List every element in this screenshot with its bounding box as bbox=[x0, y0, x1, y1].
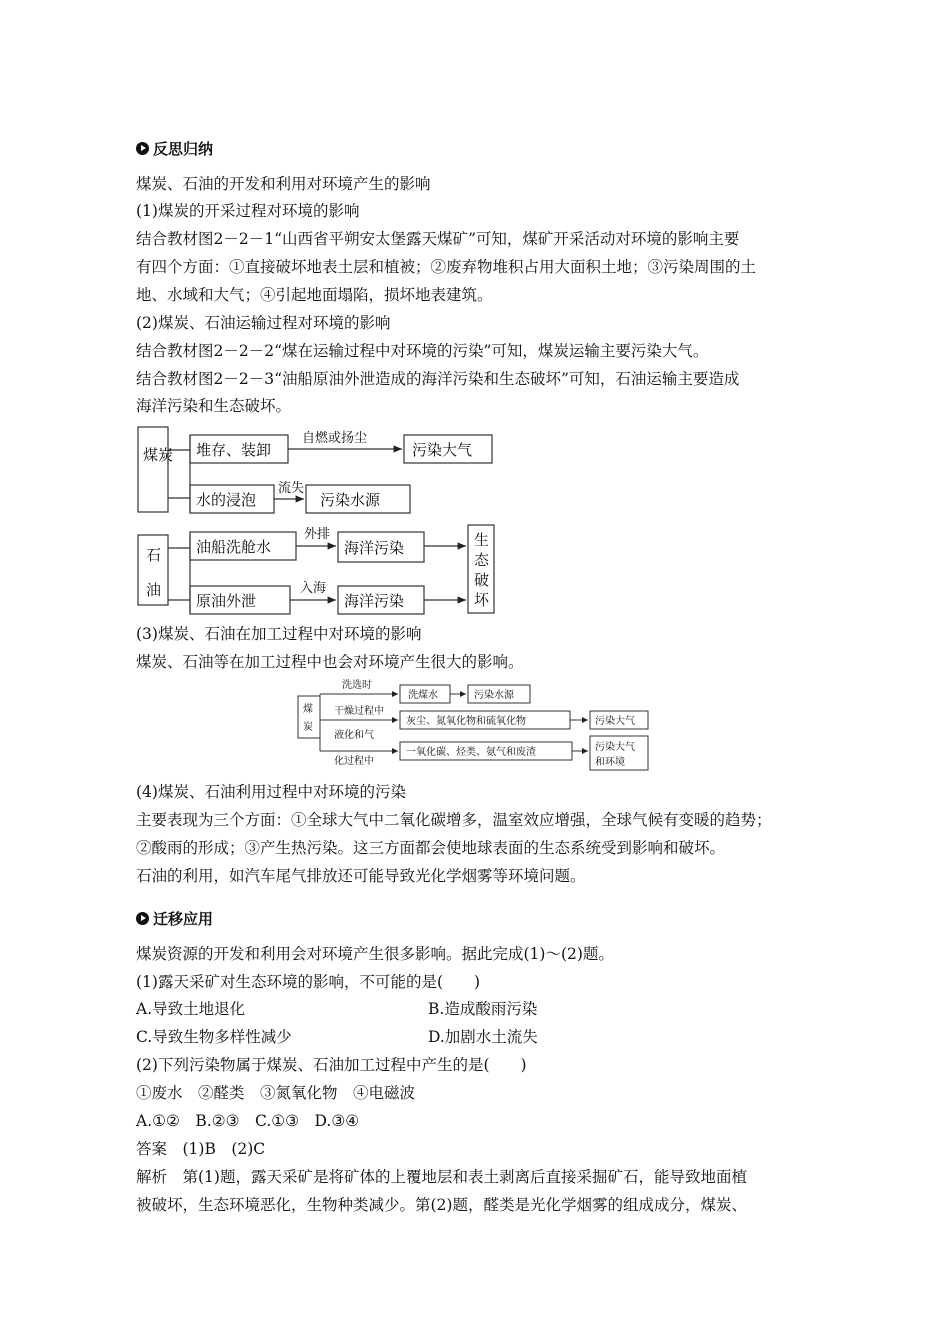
text-line: (2)煤炭、石油运输过程对环境的影响 bbox=[136, 314, 391, 332]
option-b: B.造成酸雨污染 bbox=[428, 1000, 538, 1018]
oil-target-1: 海洋污染 bbox=[344, 539, 405, 557]
text-line: 结合教材图2－2－2“煤在运输过程中对环境的污染”可知，煤炭运输主要污染大气。 bbox=[136, 342, 709, 360]
out-label: 污染大气 bbox=[595, 716, 635, 727]
stage-label: 液化和气 bbox=[334, 730, 374, 741]
option-a: A.导致土地退化 bbox=[136, 1000, 246, 1018]
mid-label: 洗煤水 bbox=[408, 690, 438, 701]
question-intro: 煤炭资源的开发和利用会对环境产生很多影响。据此完成(1)～(2)题。 bbox=[136, 945, 614, 963]
final-label: 坏 bbox=[474, 591, 490, 609]
coal-label: 煤炭 bbox=[143, 446, 174, 464]
text-line: ②酸雨的形成；③产生热污染。这三方面都会使地球表面的生态系统受到影响和破坏。 bbox=[136, 839, 726, 857]
question-stem: (1)露天采矿对生态环境的影响，不可能的是( ) bbox=[136, 973, 481, 991]
text-line: 结合教材图2－2－3“油船原油外泄造成的海洋污染和生态破坏”可知，石油运输主要造成 bbox=[136, 370, 740, 388]
text-line: 煤炭、石油的开发和利用对环境产生的影响 bbox=[136, 175, 431, 193]
stage-label: 化过程中 bbox=[334, 756, 374, 767]
text-line: (1)煤炭的开采过程对环境的影响 bbox=[136, 202, 360, 220]
question-items: ①废水 ②醛类 ③氮氧化物 ④电磁波 bbox=[136, 1084, 416, 1102]
oil-source-1: 油船洗舱水 bbox=[196, 538, 272, 556]
question-choices: A.①② B.②③ C.①③ D.③④ bbox=[136, 1112, 360, 1130]
root-label: 炭 bbox=[303, 722, 313, 733]
text-line: 主要表现为三个方面：①全球大气中二氧化碳增多，温室效应增强，全球气候有变暖的趋势； bbox=[136, 811, 772, 829]
coal-box bbox=[138, 427, 168, 512]
final-label: 破 bbox=[474, 571, 490, 589]
section-title: 迁移应用 bbox=[153, 910, 214, 928]
answer-line: 答案 (1)B (2)C bbox=[136, 1140, 266, 1158]
play-triangle-icon bbox=[136, 912, 149, 925]
transport-pollution-diagram bbox=[130, 420, 510, 616]
stage-label: 洗选时 bbox=[342, 680, 372, 691]
coal-source-2: 水的浸泡 bbox=[196, 491, 257, 509]
text-line: 煤炭、石油等在加工过程中也会对环境产生很大的影响。 bbox=[136, 653, 524, 671]
oil-target-2: 海洋污染 bbox=[344, 592, 405, 610]
oil-label: 油 bbox=[146, 581, 162, 599]
coal-source-1: 堆存、装卸 bbox=[196, 441, 272, 459]
oil-label: 石 bbox=[146, 546, 162, 564]
text-line: 石油的利用，如汽车尾气排放还可能导致光化学烟雾等环境问题。 bbox=[136, 867, 586, 885]
section-heading-reflection bbox=[136, 138, 213, 159]
text-line: 有四个方面：①直接破坏地表土层和植被；②废弃物堆积占用大面积土地；③污染周围的土 bbox=[136, 258, 757, 276]
mid-label: 一氧化碳、烃类、氨气和废渣 bbox=[406, 747, 536, 758]
text-line: 海洋污染和生态破坏。 bbox=[136, 397, 292, 415]
out-label: 污染大气 bbox=[595, 742, 635, 753]
processing-pollution-diagram bbox=[290, 676, 660, 776]
arrow-label: 外排 bbox=[304, 527, 331, 542]
final-label: 生 bbox=[474, 531, 490, 549]
stage-label: 干燥过程中 bbox=[334, 706, 384, 717]
section-heading-application bbox=[136, 908, 213, 929]
analysis-line: 解析 第(1)题，露天采矿是将矿体的上覆地层和表土剥离后直接采掘矿石，能导致地面植 bbox=[136, 1168, 747, 1186]
text-line: 地、水域和大气；④引起地面塌陷，损坏地表建筑。 bbox=[136, 286, 493, 304]
question-stem: (2)下列污染物属于煤炭、石油加工过程中产生的是( ) bbox=[136, 1056, 527, 1074]
arrow-label: 入海 bbox=[300, 581, 327, 596]
out-label: 和环境 bbox=[595, 757, 625, 768]
option-c: C.导致生物多样性减少 bbox=[136, 1028, 292, 1046]
analysis-line: 被破坏，生态环境恶化，生物种类减少。第(2)题，醛类是光化学烟雾的组成成分，煤炭、 bbox=[136, 1196, 747, 1214]
arrow-label: 流失 bbox=[278, 481, 305, 496]
coal-target-1: 污染大气 bbox=[412, 441, 473, 459]
text-line: (4)煤炭、石油利用过程中对环境的污染 bbox=[136, 783, 406, 801]
text-line: (3)煤炭、石油在加工过程中对环境的影响 bbox=[136, 625, 422, 643]
section-title: 反思归纳 bbox=[153, 140, 214, 158]
play-triangle-icon bbox=[136, 142, 149, 155]
out-label: 污染水源 bbox=[474, 690, 514, 701]
option-d: D.加剧水土流失 bbox=[428, 1028, 538, 1046]
coal-target-2: 污染水源 bbox=[320, 491, 381, 509]
arrow-label: 自燃或扬尘 bbox=[302, 431, 368, 446]
oil-source-2: 原油外泄 bbox=[196, 592, 257, 610]
final-label: 态 bbox=[474, 551, 490, 569]
mid-label: 灰尘、氮氧化物和硫氧化物 bbox=[406, 716, 526, 727]
text-line: 结合教材图2－2－1“山西省平朔安太堡露天煤矿”可知，煤矿开采活动对环境的影响主要 bbox=[136, 230, 740, 248]
root-label: 煤 bbox=[303, 704, 313, 715]
